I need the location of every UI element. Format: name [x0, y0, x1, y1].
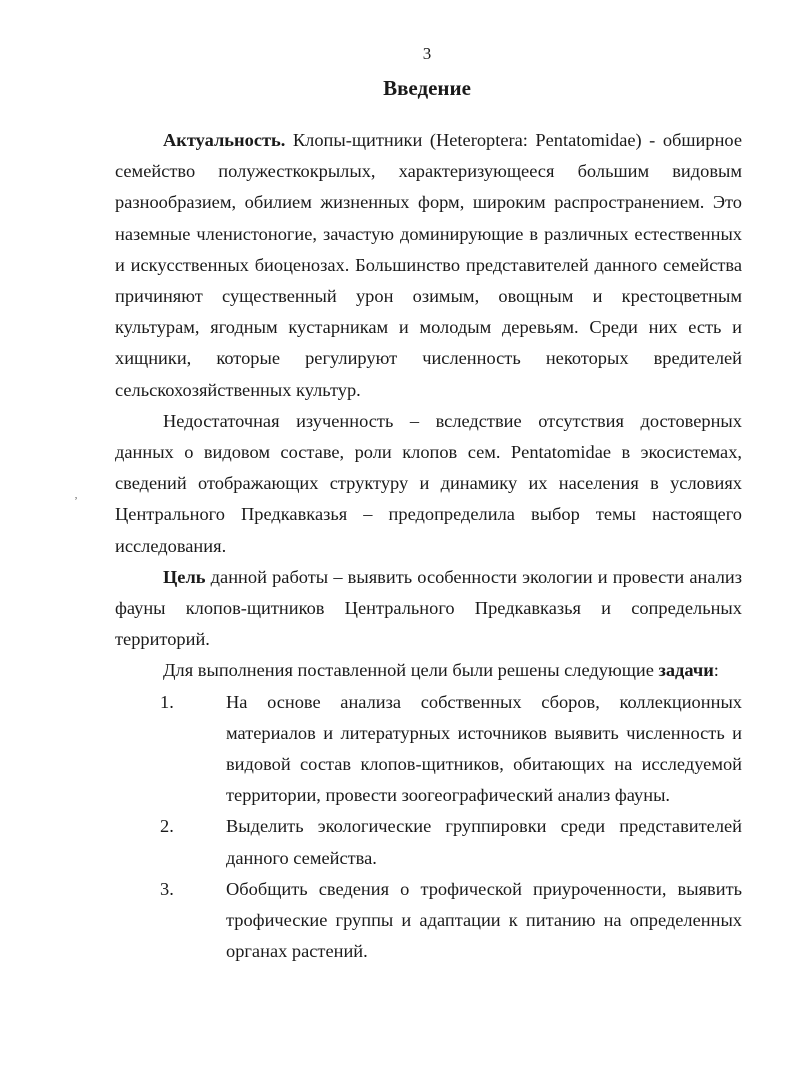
paragraph-tasks-intro	[115, 655, 742, 686]
page-title: Введение	[383, 76, 471, 100]
list-item	[115, 811, 742, 873]
paragraph-insufficient: Недостаточная изученность – вследствие отсутствия достоверных данных о видовом составе, роли клопов сем. Pentatomidae в экосистемах, сведений отображающих структуру и динамику их населения в условиях Центрального Предкавказья – предопределила выбор темы настоящего исследования.	[115, 410, 742, 556]
tasks-intro-text: Для выполнения поставленной цели были решены следующие	[163, 660, 659, 681]
list-item-number: 1.	[160, 691, 174, 712]
list-item-number: 2.	[160, 816, 174, 837]
list-item-text: Обобщить сведения о трофической приуроченности, выявить трофические группы и адаптации к питанию на определенных органах растений.	[226, 878, 742, 962]
list-item-text: На основе анализа собственных сборов, коллекционных материалов и литературных источников выявить численность и видовой состав клопов-щитников, обитающих на исследуемой территории, провести зоогеографический анализ фауны.	[226, 691, 742, 806]
paragraph-goal	[115, 562, 742, 656]
list-item	[115, 874, 742, 968]
goal-text: данной работы – выявить особенности экологии и провести анализ фауны клопов-щитников Центрального Предкавказья и сопредельных территорий.	[115, 566, 742, 650]
list-item-text: Выделить экологические группировки среди представителей данного семейства.	[226, 816, 742, 868]
tasks-intro-bold: задачи	[658, 660, 714, 681]
list-item-number: 3.	[160, 878, 174, 899]
tasks-intro-end: :	[713, 660, 719, 681]
goal-lead: Цель	[163, 566, 206, 587]
page-number: 3	[422, 44, 432, 63]
relevance-text: Клопы-щитники (Heteroptera: Pentatomidae) - обширное семейство полужесткокрылых, характеризующееся большим видовым разнообразием, обилием жизненных форм, широким распространением. Это наземные членистоногие, зачастую доминирующие в различных естественных и искусственных биоценозах. Большинство представителей данного семейства причиняют существенный урон озимым, овощным и крестоцветным культурам, ягодным кустарникам и молодым деревьям. Среди них есть и хищники, которые регулируют численность некоторых вредителей сельскохозяйственных культур.	[115, 130, 742, 400]
list-item	[115, 687, 742, 812]
margin-mark: ‚	[74, 487, 78, 501]
paragraph-relevance	[115, 125, 742, 406]
body-text	[115, 125, 742, 967]
relevance-lead: Актуальность.	[163, 130, 286, 150]
tasks-list	[115, 687, 742, 968]
